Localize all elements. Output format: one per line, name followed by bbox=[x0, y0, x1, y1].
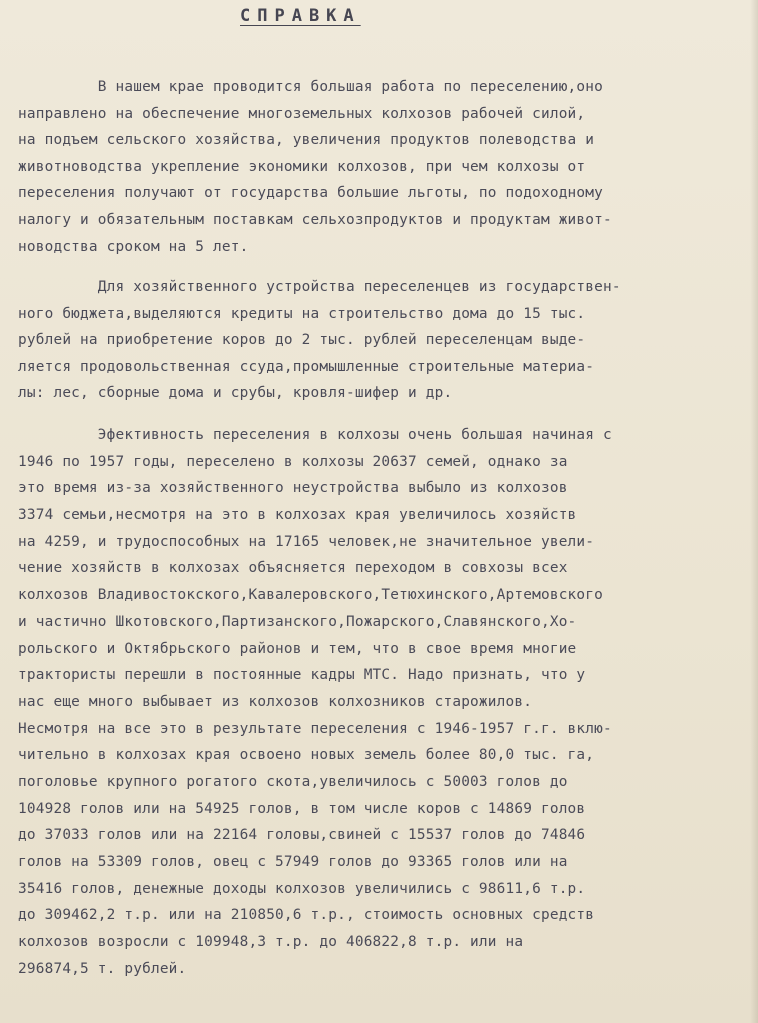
text-line: чение хозяйств в колхозах объясняется переходом в совхозы всех bbox=[18, 560, 568, 577]
paragraph-resettlement-overview bbox=[18, 74, 746, 260]
text-line: рублей на приобретение коров до 2 тыс. рублей переселенцам выде- bbox=[18, 332, 586, 349]
text-line: трактористы перешли в постоянные кадры МТС. Надо признать, что у bbox=[18, 667, 586, 684]
text-line: нас еще много выбывает из колхозов колхозников старожилов. bbox=[18, 693, 533, 710]
text-line: переселения получают от государства большие льготы, по подоходному bbox=[18, 185, 604, 202]
paragraph-resettlement-results bbox=[18, 422, 746, 982]
text-line: Эфективность переселения в колхозы очень большая начиная с bbox=[18, 427, 612, 443]
text-line: направлено на обеспечение многоземельных колхозов рабочей силой, bbox=[18, 105, 586, 122]
text-line: 35416 голов, денежные доходы колхозов увеличились с 98611,6 т.р. bbox=[18, 880, 586, 897]
text-line: Несмотря на все это в результате переселения с 1946-1957 г.г. вклю- bbox=[18, 720, 612, 737]
text-line: В нашем крае проводится большая работа по переселению,оно bbox=[18, 79, 604, 95]
text-line: 1946 по 1957 годы, переселено в колхозы 20637 семей, однако за bbox=[18, 453, 568, 470]
paragraph-state-credits bbox=[18, 274, 746, 407]
page-edge-shadow bbox=[750, 0, 758, 1023]
text-line: ного бюджета,выделяются кредиты на строительство дома до 15 тыс. bbox=[18, 305, 586, 322]
text-line: лы: лес, сборные дома и срубы, кровля-шифер и др. bbox=[18, 385, 453, 402]
text-line: чительно в колхозах края освоено новых земель более 80,0 тыс. га, bbox=[18, 747, 595, 764]
text-line: голов на 53309 голов, овец с 57949 голов до 93365 голов или на bbox=[18, 854, 568, 870]
text-line: колхозов возросли с 109948,3 т.р. до 406822,8 т.р. или на bbox=[18, 934, 524, 951]
text-line: это время из-за хозяйственного неустройства выбыло из колхозов bbox=[18, 480, 568, 497]
text-line: рольского и Октябрьского районов и тем, что в свое время многие bbox=[18, 640, 577, 657]
text-line: на 4259, и трудоспособных на 17165 человек,не значительное увели- bbox=[18, 533, 595, 550]
text-line: ляется продовольственная ссуда,промышленные строительные материа- bbox=[18, 358, 595, 375]
text-line: колхозов Владивостокского,Кавалеровского,Тетюхинского,Артемовского bbox=[18, 587, 604, 604]
text-line: 3374 семьи,несмотря на это в колхозах края увеличилось хозяйств bbox=[18, 507, 577, 524]
text-line: 104928 голов или на 54925 голов, в том числе коров с 14869 голов bbox=[18, 800, 586, 817]
text-line: на подъем сельского хозяйства, увеличения продуктов полеводства и bbox=[18, 132, 595, 149]
text-line: 296874,5 т. рублей. bbox=[18, 960, 187, 977]
text-line: новодства сроком на 5 лет. bbox=[18, 238, 249, 255]
text-line: до 309462,2 т.р. или на 210850,6 т.р., стоимость основных средств bbox=[18, 907, 595, 924]
document-title: СПРАВКА bbox=[240, 6, 361, 26]
text-line: до 37033 голов или на 22164 головы,свиней с 15537 голов до 74846 bbox=[18, 827, 586, 844]
text-line: налогу и обязательным поставкам сельхозпродуктов и продуктам живот- bbox=[18, 211, 612, 228]
text-line: поголовье крупного рогатого скота,увеличилось с 50003 голов до bbox=[18, 773, 568, 790]
text-line: и частично Шкотовского,Партизанского,Пожарского,Славянского,Хо- bbox=[18, 613, 577, 630]
text-line: животноводства укрепление экономики колхозов, при чем колхозы от bbox=[18, 158, 586, 175]
text-line: Для хозяйственного устройства переселенцев из государствен- bbox=[18, 279, 621, 295]
